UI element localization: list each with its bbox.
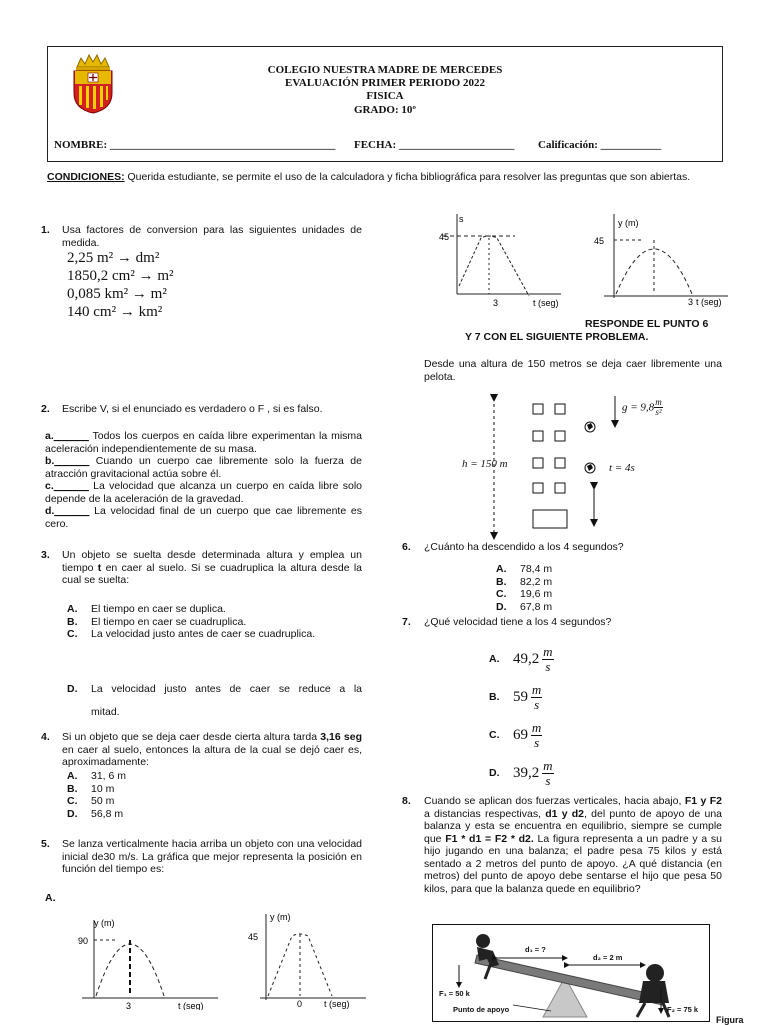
subject-title: FISICA — [366, 90, 404, 102]
q3-option-a[interactable]: A. El tiempo en caer se duplica. — [67, 603, 226, 615]
q7-option-a[interactable]: A. 49,2 $\frac{m}{s}$ — [489, 643, 553, 674]
exam-header — [47, 46, 723, 162]
q5-graph-4 — [592, 210, 732, 310]
q6-option-d[interactable]: D. 67,8 m — [496, 600, 553, 613]
d2-label: d₂ = 2 m — [593, 953, 623, 962]
q5-number: 5. — [41, 838, 50, 850]
answer-blank[interactable]: ______ — [53, 480, 89, 492]
graph-axis-label: 0 — [297, 999, 303, 1009]
q1-item: 2,25 m² → dm² — [67, 250, 160, 266]
height-label: h = 150 m — [462, 458, 508, 470]
q1-prompt: Usa factores de conversion para las siguientes unidades de medida. — [62, 224, 362, 249]
graph-axis-label: 3 — [126, 1001, 132, 1010]
f1-label: F₁ = 50 k — [439, 989, 470, 998]
graph-axis-label: t (seg) — [324, 999, 350, 1009]
q3-prompt: Un objeto se suelta desde determinada altura y emplea un tiempo t en caer al suelo. Si se cuadruplica la altura desde la cual se suelta: — [62, 549, 362, 586]
gravity-label: g = 9,8 $\frac{m}{\text{s²}}$ — [622, 397, 662, 417]
support-label: Punto de apoyo — [453, 1005, 510, 1014]
responde-line-1: RESPONDE EL PUNTO 6 — [585, 318, 709, 330]
q5-prompt: Se lanza verticalmente hacia arriba un objeto con una velocidad inicial de30 m/s. La gráfica que mejor representa la posición en función del tiempo es: — [62, 838, 362, 875]
conditions-text: Querida estudiante, se permite el uso de la calculadora y ficha bibliográfica para resolver las preguntas que son abiertas. — [124, 171, 691, 183]
answer-blank[interactable]: ______ — [53, 430, 89, 442]
figure-caption: Figura — [716, 1015, 744, 1025]
responde-line-2: Y 7 CON EL SIGUIENTE PROBLEMA. — [465, 331, 649, 343]
q6-option-b[interactable]: B. 82,2 m — [496, 575, 553, 588]
time-label: t = 4s — [609, 462, 635, 474]
f2-label: F₂ = 75 k — [667, 1005, 699, 1014]
graph-axis-label: y (m) — [618, 218, 639, 228]
q1-item: 0,085 km² → m² — [67, 286, 167, 302]
grade-score-field[interactable]: Calificación: ___________ — [538, 139, 662, 151]
q2-statements — [45, 430, 362, 530]
q8-prompt: Cuando se aplican dos fuerzas verticales, hacia abajo, F1 y F2 a distancias respectivas, d1 y d2, del punto de apoyo de una balanza y esta se encuentra en equilibrio, siempre se cumple que F1 * d1 = F2 * d2. La figura representa a un padre y a su hijo jugando en una balanza; el padre pesa 75 kilos y está sentado a 2 metros del punto de apoyo. ¿A qué distancia (en metros) del punto de apoyo debe sentarse el hijo que pesa 50 kilos, para que la balanza quede en equilibrio? — [424, 795, 722, 895]
q5-graph-2 — [240, 910, 370, 1010]
graph-axis-label: y (m) — [94, 918, 115, 928]
q2-statement-c: c.______ La velocidad que alcanza un cuerpo en caída libre solo depende de la aceleración de la gravedad. — [45, 480, 362, 505]
graph-axis-label: 45 — [439, 232, 450, 242]
q5-graph-3 — [435, 210, 570, 310]
q7-option-b[interactable]: B. 59 $\frac{m}{s}$ — [489, 681, 542, 712]
graph-axis-label: t (seg) — [533, 298, 559, 308]
q2-statement-a: a.______ Todos los cuerpos en caída libre experimentan la misma aceleración independientemente de su masa. — [45, 430, 362, 455]
q4-prompt: Si un objeto que se deja caer desde cierta altura tarda 3,16 seg en caer al suelo, entonces la altura de la cual se dejó caer es, aproximadamente: — [62, 731, 362, 768]
q7-prompt: ¿Qué velocidad tiene a los 4 segundos? — [424, 616, 612, 628]
q4-option-b[interactable]: B. 10 m — [67, 782, 115, 795]
graph-axis-label: y (m) — [270, 912, 291, 922]
graph-axis-label: 3 — [688, 297, 694, 307]
q3-option-c[interactable]: C. La velocidad justo antes de caer se cuadruplica. — [67, 628, 316, 640]
q2-statement-d: d.______ La velocidad final de un cuerpo que cae libremente es cero. — [45, 505, 362, 530]
q3-number: 3. — [41, 549, 50, 561]
graph-axis-label: s — [459, 214, 464, 224]
q1-unit-list — [67, 249, 174, 321]
q5-option-a-label[interactable]: A. — [45, 892, 56, 904]
d1-label: d₁ = ? — [525, 945, 546, 954]
q6-options — [496, 563, 552, 613]
graph-axis-label: 45 — [248, 932, 259, 942]
grade-label: GRADO: 10º — [354, 104, 416, 116]
name-field[interactable]: NOMBRE: _________________________________________ — [54, 139, 336, 151]
q8-number: 8. — [402, 795, 411, 807]
q4-options — [67, 770, 126, 820]
q2-number: 2. — [41, 403, 50, 415]
problem-statement: Desde una altura de 150 metros se deja caer libremente una pelota. — [424, 358, 722, 383]
q3-option-d[interactable]: D. La velocidad justo antes de caer se reduce a la mitad. — [67, 683, 362, 718]
q6-prompt: ¿Cuánto ha descendido a los 4 segundos? — [424, 541, 624, 553]
graph-axis-label: 45 — [594, 236, 605, 246]
falling-ball-diagram — [424, 386, 722, 542]
q4-option-a[interactable]: A. 31, 6 m — [67, 770, 127, 782]
conditions-note — [47, 171, 723, 184]
q7-option-d[interactable]: D. 39,2 $\frac{m}{s}$ — [489, 757, 553, 788]
graph-axis-label: t (seg) — [178, 1001, 204, 1010]
q2-statement-b: b.______ Cuando un cuerpo cae libremente solo la fuerza de atracción gravitacional actúa sobre él. — [45, 455, 362, 480]
q3-options — [67, 603, 315, 641]
q3-option-b[interactable]: B. El tiempo en caer se cuadruplica. — [67, 615, 247, 628]
graph-axis-label: 3 — [493, 298, 499, 308]
q2-prompt: Escribe V, si el enunciado es verdadero o F , si es falso. — [62, 403, 323, 415]
school-name: COLEGIO NUESTRA MADRE DE MERCEDES — [267, 64, 503, 76]
answer-blank[interactable]: ______ — [54, 505, 90, 517]
q7-number: 7. — [402, 616, 411, 628]
q4-option-c[interactable]: C. 50 m — [67, 795, 115, 807]
graph-axis-label: t (seg) — [696, 297, 722, 307]
q4-number: 4. — [41, 731, 50, 743]
seesaw-figure — [432, 924, 710, 1022]
graph-axis-label: 90 — [78, 936, 89, 946]
q1-number: 1. — [41, 224, 50, 236]
q5-graph-1 — [68, 910, 223, 1010]
date-field[interactable]: FECHA: _____________________ — [354, 139, 515, 151]
conditions-label: CONDICIONES: — [47, 171, 125, 183]
q7-options — [489, 640, 554, 792]
q6-number: 6. — [402, 541, 411, 553]
q7-option-c[interactable]: C. 69 $\frac{m}{s}$ — [489, 719, 542, 750]
q1-item: 140 cm² → km² — [67, 304, 163, 320]
q4-option-d[interactable]: D. 56,8 m — [67, 807, 124, 820]
answer-blank[interactable]: ______ — [54, 455, 90, 467]
q6-option-a[interactable]: A. 78,4 m — [496, 563, 553, 575]
q6-option-c[interactable]: C. 19,6 m — [496, 588, 553, 600]
exam-title: EVALUACIÓN PRIMER PERIODO 2022 — [285, 77, 485, 89]
q1-item: 1850,2 cm² → m² — [67, 268, 174, 284]
